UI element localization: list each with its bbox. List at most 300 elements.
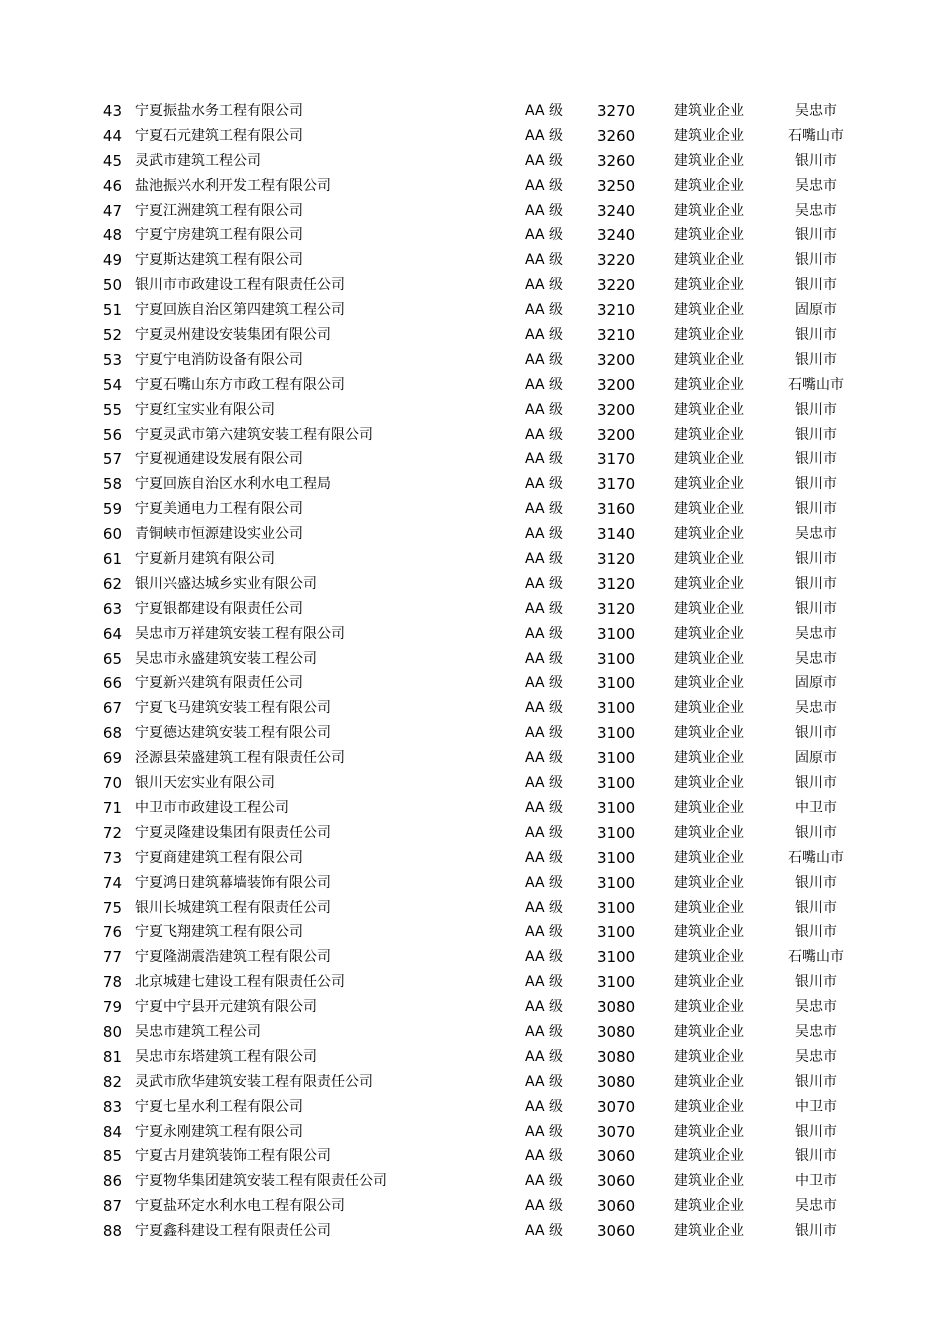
credit-grade: AA 级 [525,824,563,841]
row-number: 63 [102,599,122,618]
enterprise-type: 建筑业企业 [674,426,744,443]
credit-score: 3060 [597,1222,636,1241]
credit-score: 3100 [597,948,636,967]
row-number: 49 [102,251,122,270]
city: 银川市 [795,227,837,244]
credit-score: 3100 [597,624,636,643]
credit-grade: AA 级 [525,1148,563,1165]
enterprise-type: 建筑业企业 [674,725,744,742]
table-row [0,323,950,348]
table-row [0,373,950,398]
row-number: 44 [102,126,122,145]
row-number: 77 [102,948,122,967]
enterprise-type: 建筑业企业 [674,152,744,169]
table-row [0,348,950,373]
enterprise-type: 建筑业企业 [674,1173,744,1190]
company-name: 灵武市欣华建筑安装工程有限责任公司 [135,1073,373,1090]
table-row [0,970,950,995]
row-number: 66 [102,674,122,693]
credit-score: 3200 [597,400,636,419]
credit-grade: AA 级 [525,327,563,344]
company-name: 宁夏商建建筑工程有限公司 [135,849,303,866]
company-name: 宁夏古月建筑装饰工程有限公司 [135,1148,331,1165]
credit-grade: AA 级 [525,725,563,742]
city: 银川市 [795,575,837,592]
city: 石嘴山市 [788,127,844,144]
company-name: 宁夏回族自治区水利水电工程局 [135,476,331,493]
enterprise-type: 建筑业企业 [674,675,744,692]
company-name: 宁夏灵州建设安装集团有限公司 [135,327,331,344]
credit-score: 3100 [597,923,636,942]
row-number: 59 [102,500,122,519]
city: 银川市 [795,974,837,991]
credit-score: 3060 [597,1147,636,1166]
table-row [0,522,950,547]
city: 银川市 [795,401,837,418]
city: 中卫市 [795,799,837,816]
enterprise-type: 建筑业企业 [674,799,744,816]
city: 银川市 [795,476,837,493]
table-row [0,423,950,448]
credit-score: 3080 [597,1022,636,1041]
enterprise-type: 建筑业企业 [674,277,744,294]
city: 银川市 [795,252,837,269]
table-row [0,572,950,597]
table-row [0,99,950,124]
enterprise-type: 建筑业企业 [674,401,744,418]
company-name: 宁夏飞马建筑安装工程有限公司 [135,700,331,717]
credit-score: 3120 [597,574,636,593]
table-row [0,821,950,846]
credit-grade: AA 级 [525,526,563,543]
table-row [0,199,950,224]
credit-score: 3080 [597,1047,636,1066]
enterprise-type: 建筑业企业 [674,999,744,1016]
enterprise-type: 建筑业企业 [674,849,744,866]
table-row [0,1194,950,1219]
row-number: 78 [102,973,122,992]
credit-grade: AA 级 [525,1198,563,1215]
table-row [0,1095,950,1120]
credit-grade: AA 级 [525,974,563,991]
row-number: 72 [102,823,122,842]
credit-grade: AA 级 [525,924,563,941]
enterprise-type: 建筑业企业 [674,1023,744,1040]
city: 银川市 [795,327,837,344]
enterprise-type: 建筑业企业 [674,177,744,194]
table-row [0,273,950,298]
city: 固原市 [795,750,837,767]
table-row [0,746,950,771]
credit-grade: AA 级 [525,849,563,866]
row-number: 88 [102,1222,122,1241]
row-number: 68 [102,724,122,743]
enterprise-type: 建筑业企业 [674,949,744,966]
row-number: 70 [102,774,122,793]
enterprise-type: 建筑业企业 [674,924,744,941]
row-number: 52 [102,326,122,345]
table-row [0,721,950,746]
credit-score: 3200 [597,350,636,369]
table-row [0,248,950,273]
table-row [0,995,950,1020]
credit-score: 3100 [597,848,636,867]
credit-grade: AA 级 [525,177,563,194]
credit-grade: AA 级 [525,949,563,966]
row-number: 65 [102,649,122,668]
enterprise-type: 建筑业企业 [674,103,744,119]
enterprise-type: 建筑业企业 [674,376,744,393]
company-name: 宁夏鸿日建筑幕墙装饰有限公司 [135,874,331,891]
credit-score: 3120 [597,599,636,618]
enterprise-type: 建筑业企业 [674,1148,744,1165]
row-number: 46 [102,176,122,195]
company-name: 宁夏七星水利工程有限公司 [135,1098,303,1115]
enterprise-type: 建筑业企业 [674,451,744,468]
credit-grade: AA 级 [525,376,563,393]
credit-grade: AA 级 [525,1023,563,1040]
enterprise-type: 建筑业企业 [674,476,744,493]
credit-score: 3140 [597,525,636,544]
credit-grade: AA 级 [525,600,563,617]
city: 吴忠市 [795,1023,837,1040]
company-name: 宁夏宁电消防设备有限公司 [135,351,303,368]
city: 银川市 [795,1073,837,1090]
enterprise-type: 建筑业企业 [674,625,744,642]
city: 银川市 [795,924,837,941]
row-number: 87 [102,1197,122,1216]
city: 吴忠市 [795,1048,837,1065]
row-number: 81 [102,1047,122,1066]
city: 银川市 [795,1148,837,1165]
table-row [0,647,950,672]
company-name: 宁夏斯达建筑工程有限公司 [135,252,303,269]
credit-grade: AA 级 [525,1223,563,1240]
credit-grade: AA 级 [525,575,563,592]
company-name: 宁夏江洲建筑工程有限公司 [135,202,303,219]
table-row [0,1219,950,1244]
credit-score: 3100 [597,699,636,718]
credit-grade: AA 级 [525,127,563,144]
row-number: 71 [102,798,122,817]
credit-score: 3100 [597,649,636,668]
enterprise-type: 建筑业企业 [674,202,744,219]
credit-score: 3220 [597,276,636,295]
credit-score: 3100 [597,724,636,743]
company-name: 吴忠市永盛建筑安装工程公司 [135,650,317,667]
credit-grade: AA 级 [525,501,563,518]
credit-grade: AA 级 [525,202,563,219]
row-number: 75 [102,898,122,917]
table-row [0,896,950,921]
table-row [0,671,950,696]
city: 银川市 [795,725,837,742]
table-row [0,398,950,423]
enterprise-type: 建筑业企业 [674,1123,744,1140]
company-name: 宁夏中宁县开元建筑有限公司 [135,999,317,1016]
enterprise-type: 建筑业企业 [674,1073,744,1090]
credit-score: 3220 [597,251,636,270]
city: 吴忠市 [795,625,837,642]
credit-score: 3240 [597,201,636,220]
table-row [0,945,950,970]
row-number: 62 [102,574,122,593]
row-number: 50 [102,276,122,295]
credit-score: 3170 [597,475,636,494]
city: 吴忠市 [795,999,837,1016]
city: 银川市 [795,152,837,169]
table-row [0,1045,950,1070]
company-name: 宁夏隆湖震浩建筑工程有限公司 [135,949,331,966]
row-number: 60 [102,525,122,544]
credit-score: 3270 [597,102,636,120]
company-name: 宁夏永刚建筑工程有限公司 [135,1123,303,1140]
city: 银川市 [795,899,837,916]
row-number: 83 [102,1097,122,1116]
company-name: 吴忠市万祥建筑安装工程有限公司 [135,625,345,642]
enterprise-type: 建筑业企业 [674,127,744,144]
row-number: 86 [102,1172,122,1191]
table-row [0,1070,950,1095]
company-name: 宁夏银都建设有限责任公司 [135,600,303,617]
credit-grade: AA 级 [525,426,563,443]
enterprise-type: 建筑业企业 [674,600,744,617]
table-row [0,920,950,945]
credit-grade: AA 级 [525,103,563,119]
credit-grade: AA 级 [525,351,563,368]
city: 吴忠市 [795,700,837,717]
company-name: 宁夏振盐水务工程有限公司 [135,103,303,119]
row-number: 85 [102,1147,122,1166]
company-name: 宁夏灵隆建设集团有限责任公司 [135,824,331,841]
city: 银川市 [795,351,837,368]
table-row [0,298,950,323]
row-number: 84 [102,1122,122,1141]
company-name: 宁夏石嘴山东方市政工程有限公司 [135,376,345,393]
credit-grade: AA 级 [525,799,563,816]
credit-grade: AA 级 [525,1123,563,1140]
row-number: 64 [102,624,122,643]
table-row [0,622,950,647]
credit-grade: AA 级 [525,451,563,468]
credit-grade: AA 级 [525,675,563,692]
enterprise-type: 建筑业企业 [674,974,744,991]
credit-score: 3210 [597,326,636,345]
city: 吴忠市 [795,202,837,219]
company-name: 银川兴盛达城乡实业有限公司 [135,575,317,592]
enterprise-type: 建筑业企业 [674,551,744,568]
credit-grade: AA 级 [525,1173,563,1190]
company-name: 灵武市建筑工程公司 [135,152,261,169]
city: 银川市 [795,775,837,792]
enterprise-type: 建筑业企业 [674,526,744,543]
credit-score: 3100 [597,823,636,842]
credit-score: 3100 [597,873,636,892]
city: 银川市 [795,600,837,617]
table-row [0,696,950,721]
company-name: 宁夏飞翔建筑工程有限公司 [135,924,303,941]
company-name: 宁夏物华集团建筑安装工程有限责任公司 [135,1173,387,1190]
table-row [0,124,950,149]
enterprise-type: 建筑业企业 [674,750,744,767]
credit-score: 3260 [597,126,636,145]
company-name: 银川市市政建设工程有限责任公司 [135,277,345,294]
table-row [0,846,950,871]
table-row [0,1020,950,1045]
row-number: 76 [102,923,122,942]
credit-score: 3080 [597,1072,636,1091]
city: 银川市 [795,451,837,468]
credit-grade: AA 级 [525,152,563,169]
table-row [0,472,950,497]
row-number: 74 [102,873,122,892]
table-row [0,771,950,796]
city: 吴忠市 [795,103,837,119]
enterprise-rating-table [0,99,950,1244]
credit-grade: AA 级 [525,750,563,767]
table-row [0,871,950,896]
city: 吴忠市 [795,177,837,194]
company-name: 吴忠市东塔建筑工程有限公司 [135,1048,317,1065]
row-number: 58 [102,475,122,494]
table-row [0,796,950,821]
row-number: 55 [102,400,122,419]
company-name: 宁夏新兴建筑有限责任公司 [135,675,303,692]
company-name: 泾源县荣盛建筑工程有限责任公司 [135,750,345,767]
enterprise-type: 建筑业企业 [674,1048,744,1065]
enterprise-type: 建筑业企业 [674,501,744,518]
credit-score: 3070 [597,1097,636,1116]
enterprise-type: 建筑业企业 [674,700,744,717]
table-row [0,447,950,472]
credit-score: 3100 [597,774,636,793]
credit-score: 3100 [597,898,636,917]
row-number: 47 [102,201,122,220]
table-row [0,497,950,522]
city: 吴忠市 [795,526,837,543]
credit-grade: AA 级 [525,899,563,916]
table-row [0,1169,950,1194]
company-name: 宁夏德达建筑安装工程有限公司 [135,725,331,742]
company-name: 北京城建七建设工程有限责任公司 [135,974,345,991]
company-name: 青铜峡市恒源建设实业公司 [135,526,303,543]
credit-grade: AA 级 [525,999,563,1016]
city: 银川市 [795,1123,837,1140]
credit-grade: AA 级 [525,650,563,667]
credit-grade: AA 级 [525,277,563,294]
credit-score: 3100 [597,749,636,768]
city: 银川市 [795,824,837,841]
city: 石嘴山市 [788,849,844,866]
credit-score: 3100 [597,973,636,992]
company-name: 银川天宏实业有限公司 [135,775,275,792]
row-number: 48 [102,226,122,245]
row-number: 43 [102,102,122,120]
company-name: 宁夏石元建筑工程有限公司 [135,127,303,144]
credit-grade: AA 级 [525,476,563,493]
credit-score: 3100 [597,674,636,693]
row-number: 67 [102,699,122,718]
city: 固原市 [795,302,837,319]
company-name: 宁夏红宝实业有限公司 [135,401,275,418]
enterprise-type: 建筑业企业 [674,899,744,916]
credit-grade: AA 级 [525,551,563,568]
company-name: 宁夏鑫科建设工程有限责任公司 [135,1223,331,1240]
city: 中卫市 [795,1173,837,1190]
row-number: 56 [102,425,122,444]
credit-grade: AA 级 [525,1098,563,1115]
row-number: 73 [102,848,122,867]
enterprise-type: 建筑业企业 [674,302,744,319]
credit-score: 3060 [597,1197,636,1216]
city: 银川市 [795,277,837,294]
credit-score: 3240 [597,226,636,245]
credit-score: 3260 [597,151,636,170]
company-name: 宁夏盐环定水利水电工程有限公司 [135,1198,345,1215]
enterprise-type: 建筑业企业 [674,874,744,891]
city: 吴忠市 [795,650,837,667]
company-name: 银川长城建筑工程有限责任公司 [135,899,331,916]
credit-score: 3100 [597,798,636,817]
credit-grade: AA 级 [525,1073,563,1090]
row-number: 45 [102,151,122,170]
credit-grade: AA 级 [525,227,563,244]
row-number: 69 [102,749,122,768]
table-row [0,547,950,572]
credit-score: 3070 [597,1122,636,1141]
city: 石嘴山市 [788,949,844,966]
table-row [0,1120,950,1145]
credit-score: 3250 [597,176,636,195]
city: 固原市 [795,675,837,692]
city: 银川市 [795,426,837,443]
enterprise-type: 建筑业企业 [674,650,744,667]
credit-score: 3200 [597,425,636,444]
row-number: 57 [102,450,122,469]
enterprise-type: 建筑业企业 [674,575,744,592]
credit-grade: AA 级 [525,252,563,269]
row-number: 82 [102,1072,122,1091]
table-row [0,149,950,174]
enterprise-type: 建筑业企业 [674,775,744,792]
enterprise-type: 建筑业企业 [674,1198,744,1215]
city: 银川市 [795,501,837,518]
enterprise-type: 建筑业企业 [674,327,744,344]
credit-grade: AA 级 [525,775,563,792]
enterprise-type: 建筑业企业 [674,227,744,244]
enterprise-type: 建筑业企业 [674,351,744,368]
row-number: 79 [102,998,122,1017]
company-name: 宁夏回族自治区第四建筑工程公司 [135,302,345,319]
credit-grade: AA 级 [525,700,563,717]
company-name: 宁夏灵武市第六建筑安装工程有限公司 [135,426,373,443]
row-number: 53 [102,350,122,369]
row-number: 61 [102,550,122,569]
table-row [0,597,950,622]
credit-score: 3080 [597,998,636,1017]
enterprise-type: 建筑业企业 [674,1223,744,1240]
credit-score: 3200 [597,375,636,394]
company-name: 宁夏视通建设发展有限公司 [135,451,303,468]
enterprise-type: 建筑业企业 [674,1098,744,1115]
credit-score: 3160 [597,500,636,519]
company-name: 宁夏宁房建筑工程有限公司 [135,227,303,244]
enterprise-type: 建筑业企业 [674,824,744,841]
company-name: 中卫市市政建设工程公司 [135,799,289,816]
credit-score: 3120 [597,550,636,569]
table-row [0,174,950,199]
credit-score: 3210 [597,301,636,320]
